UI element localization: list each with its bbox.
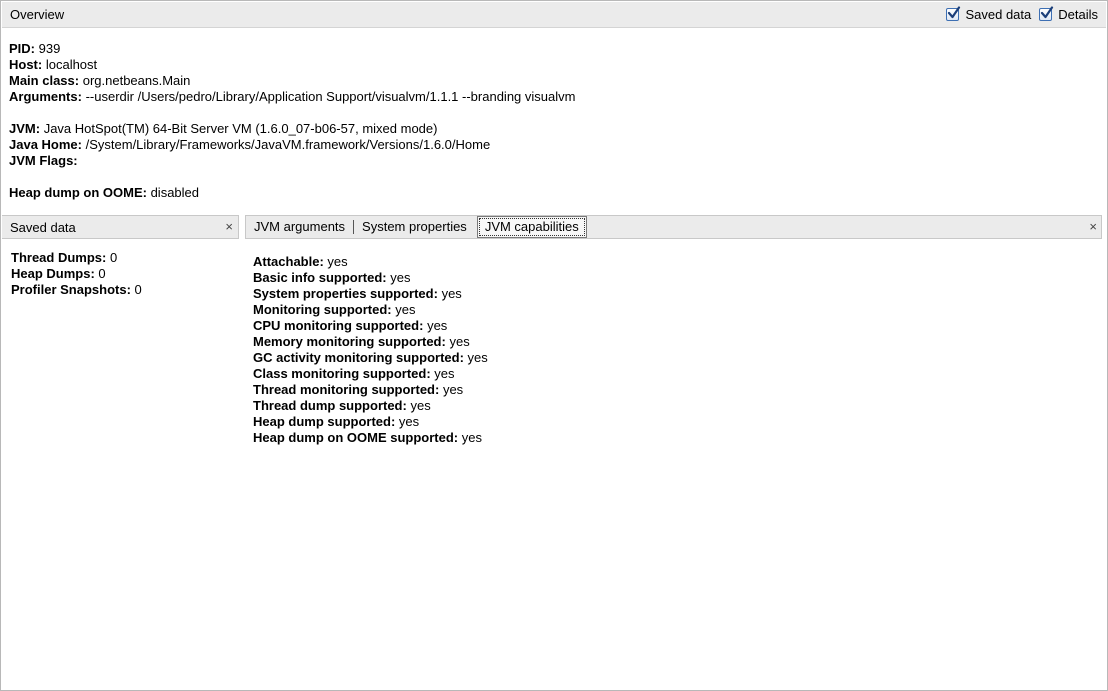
capability-label: CPU monitoring supported: — [253, 318, 424, 333]
list-item — [253, 334, 488, 350]
arguments-value: --userdir /Users/pedro/Library/Application Support/visualvm/1.1.1 --branding visualvm — [85, 89, 576, 104]
header-options — [946, 7, 1098, 22]
capability-label: Thread monitoring supported: — [253, 382, 440, 397]
saved-data-checkbox-label: Saved data — [965, 7, 1032, 22]
capability-label: Heap dump on OOME supported: — [253, 430, 459, 445]
saved-data-pane-title: Saved data — [10, 220, 76, 235]
heap-oome-value: disabled — [150, 185, 200, 200]
capability-label: Thread dump supported: — [253, 398, 407, 413]
capability-value: yes — [442, 382, 464, 397]
capability-label: Heap dump supported: — [253, 414, 396, 429]
list-item — [253, 350, 488, 366]
capability-label: Basic info supported: — [253, 270, 387, 285]
profiler-snapshots-label: Profiler Snapshots: — [11, 282, 131, 297]
capability-value: yes — [398, 414, 420, 429]
profiler-snapshots-value: 0 — [134, 282, 142, 297]
tab-system-properties[interactable]: System properties — [362, 219, 467, 234]
capability-value: yes — [390, 270, 411, 285]
capability-label: System properties supported: — [253, 286, 438, 301]
list-item — [253, 366, 488, 382]
saved-data-list — [11, 250, 142, 298]
jvm-info — [9, 121, 490, 169]
host-label: Host: — [9, 57, 43, 72]
heap-oome-row — [9, 185, 199, 201]
capability-value: yes — [461, 430, 482, 445]
jvm-flags-label: JVM Flags: — [9, 153, 78, 168]
main-class-label: Main class: — [9, 73, 80, 88]
java-home-row — [9, 137, 490, 153]
details-checkbox[interactable] — [1039, 7, 1098, 22]
jvm-row — [9, 121, 490, 137]
thread-dumps-value: 0 — [109, 250, 118, 265]
jvm-capabilities-list — [253, 254, 488, 446]
capability-label: Attachable: — [253, 254, 324, 269]
capability-value: yes — [410, 398, 431, 413]
capability-label: Monitoring supported: — [253, 302, 392, 317]
main-class-value: org.netbeans.Main — [82, 73, 191, 88]
capability-value: yes — [441, 286, 462, 301]
list-item — [253, 382, 488, 398]
pid-row — [9, 41, 575, 57]
list-item — [11, 250, 142, 266]
overview-title: Overview — [10, 7, 65, 22]
capability-value: yes — [395, 302, 416, 317]
capability-value: yes — [427, 318, 448, 333]
list-item — [253, 270, 488, 286]
details-pane-header — [245, 215, 1102, 239]
tab-jvm-capabilities[interactable]: JVM capabilities — [477, 216, 587, 238]
heap-dumps-label: Heap Dumps: — [11, 266, 95, 281]
list-item — [11, 266, 142, 282]
heap-dumps-value: 0 — [98, 266, 106, 281]
saved-data-checkbox[interactable] — [946, 7, 1031, 22]
details-checkbox-box[interactable] — [1039, 8, 1052, 21]
details-checkbox-label: Details — [1058, 7, 1098, 22]
java-home-label: Java Home: — [9, 137, 82, 152]
capability-value: yes — [434, 366, 455, 381]
jvm-flags-row — [9, 153, 490, 169]
host-row — [9, 57, 575, 73]
capability-value: yes — [449, 334, 470, 349]
capability-value: yes — [467, 350, 488, 365]
list-item — [253, 286, 488, 302]
jvm-label: JVM: — [9, 121, 41, 136]
overview-header — [2, 2, 1106, 28]
checkmark-icon — [1040, 6, 1054, 20]
host-value: localhost — [45, 57, 98, 72]
heap-oome-info — [9, 185, 199, 201]
close-icon[interactable]: × — [225, 219, 233, 234]
main-class-row — [9, 73, 575, 89]
list-item — [253, 318, 488, 334]
capability-label: Memory monitoring supported: — [253, 334, 446, 349]
list-item — [253, 414, 488, 430]
details-tabs — [246, 216, 587, 238]
pid-label: PID: — [9, 41, 35, 56]
list-item — [253, 302, 488, 318]
list-item — [253, 430, 488, 446]
list-item — [253, 254, 488, 270]
capability-label: Class monitoring supported: — [253, 366, 431, 381]
checkmark-icon — [947, 6, 961, 20]
thread-dumps-label: Thread Dumps: — [11, 250, 107, 265]
capability-label: GC activity monitoring supported: — [253, 350, 464, 365]
list-item — [11, 282, 142, 298]
tab-jvm-arguments[interactable]: JVM arguments — [254, 219, 346, 234]
arguments-label: Arguments: — [9, 89, 82, 104]
close-icon[interactable]: × — [1089, 219, 1097, 234]
list-item — [253, 398, 488, 414]
general-info — [9, 41, 575, 105]
saved-data-checkbox-box[interactable] — [946, 8, 959, 21]
jvm-value: Java HotSpot(TM) 64-Bit Server VM (1.6.0_07-b06-57, mixed mode) — [43, 121, 438, 136]
arguments-row — [9, 89, 575, 105]
java-home-value: /System/Library/Frameworks/JavaVM.framework/Versions/1.6.0/Home — [85, 137, 491, 152]
heap-oome-label: Heap dump on OOME: — [9, 185, 147, 200]
capability-value: yes — [327, 254, 348, 269]
pid-value: 939 — [38, 41, 61, 56]
saved-data-pane-header — [2, 215, 239, 239]
